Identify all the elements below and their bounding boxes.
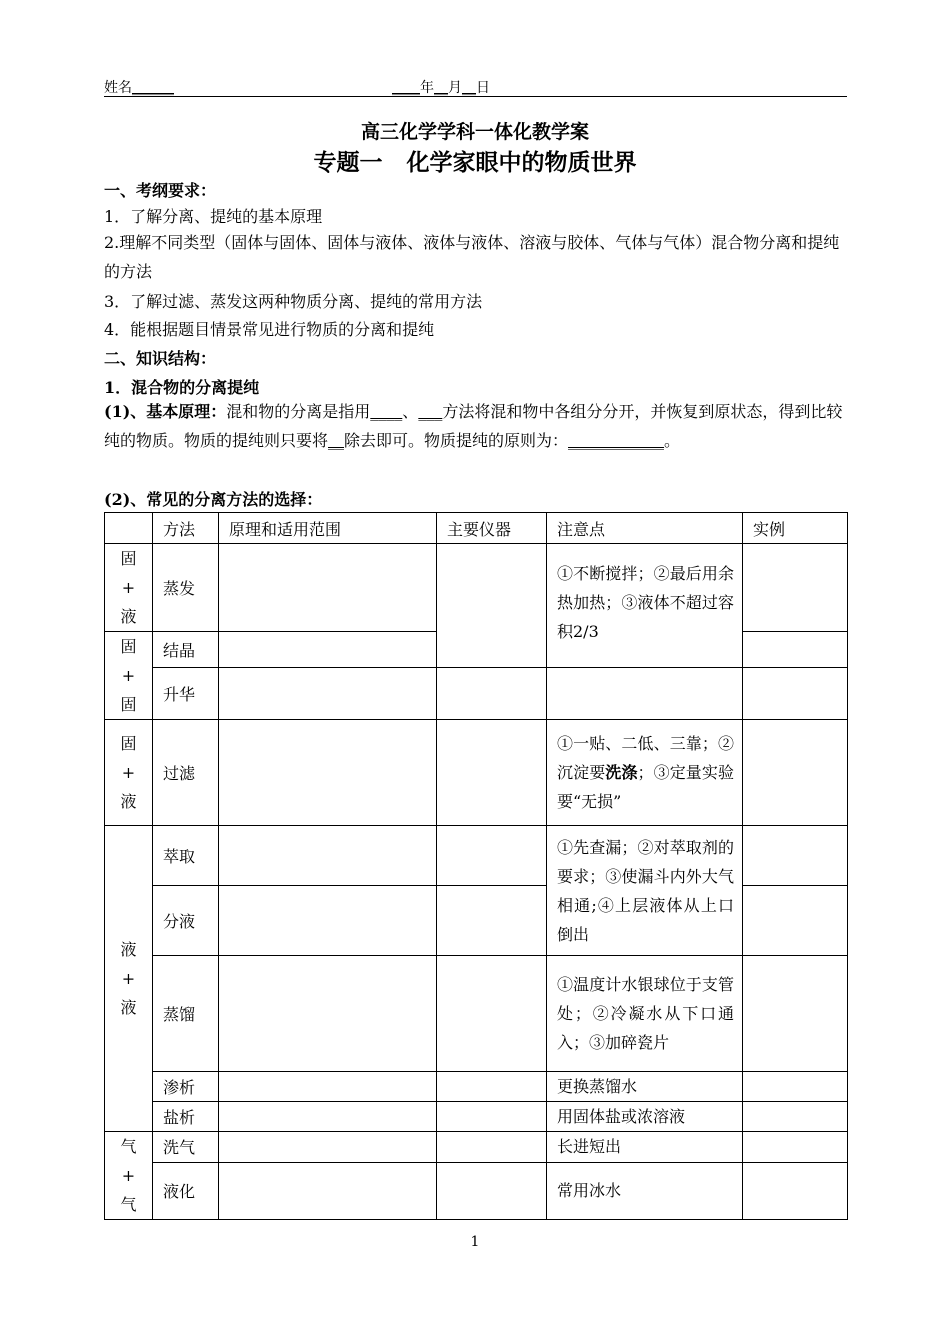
- principle-cell: [219, 667, 437, 719]
- header-principle: 原理和适用范围: [219, 513, 437, 544]
- example-cell: [743, 720, 848, 826]
- example-cell: [743, 544, 848, 632]
- instrument-cell: [437, 956, 547, 1072]
- category-liquid-liquid: 液 + 液: [105, 826, 153, 1132]
- date-field: [392, 77, 490, 97]
- year-label: 年: [420, 80, 434, 96]
- separation-methods-table: [104, 512, 848, 1220]
- note-gas-washing: 长进短出: [547, 1132, 743, 1163]
- principle-cell: [219, 720, 437, 826]
- category-solid-liquid-2: 固 + 液: [105, 720, 153, 826]
- instrument-cell: [437, 1162, 547, 1219]
- page-number: 1: [470, 1234, 480, 1250]
- principle-cell: [219, 956, 437, 1072]
- table-row: [105, 1072, 848, 1102]
- principle-cell: [219, 544, 437, 632]
- section2-sub1: 1．混合物的分离提纯: [104, 378, 260, 397]
- note-extraction-separation: ①先查漏；②对萃取剂的要求；③使漏斗内外大气相通;④上层液体从上口倒出: [547, 826, 743, 956]
- principle-sep: 、: [402, 402, 419, 421]
- name-blank: ______: [132, 80, 174, 96]
- principle-text-c: 除去即可。物质提纯的原则为：: [344, 431, 569, 450]
- method-liquefaction: 液化: [153, 1162, 219, 1219]
- principle-blank-1: ____: [370, 402, 403, 421]
- section1-item-3: 3．了解过滤、蒸发这两种物质分离、提纯的常用方法: [104, 292, 483, 311]
- table-row: [105, 667, 848, 719]
- instrument-cell: [437, 1072, 547, 1102]
- method-crystallization: 结晶: [153, 632, 219, 668]
- page-title: 高三化学学科一体化教学案: [360, 121, 589, 143]
- note-evaporation: ①不断搅拌；②最后用余热加热；③液体不超过容积2/3: [547, 544, 743, 668]
- header-method: 方法: [153, 513, 219, 544]
- principle-cell: [219, 886, 437, 956]
- note-cell: [547, 667, 743, 719]
- table-header-row: [105, 513, 848, 544]
- instrument-cell: [437, 544, 547, 668]
- method-salting-out: 盐析: [153, 1102, 219, 1132]
- section2-heading: 二、知识结构：: [104, 349, 217, 368]
- example-cell: [743, 1162, 848, 1219]
- instrument-cell: [437, 1132, 547, 1163]
- method-filtration: 过滤: [153, 720, 219, 826]
- method-sublimation: 升华: [153, 667, 219, 719]
- section1-item-2: 2.理解不同类型（固体与固体、固体与液体、液体与液体、溶液与胶体、气体与气体）混合物分离和提纯的方法: [104, 233, 840, 281]
- category-solid-solid: 固 + 固: [105, 632, 153, 720]
- section1-heading: 一、考纲要求：: [104, 181, 217, 200]
- section1-item-4: 4．能根据题目情景常见进行物质的分离和提纯: [104, 320, 435, 339]
- method-dialysis: 渗析: [153, 1072, 219, 1102]
- name-label: 姓名: [104, 80, 132, 96]
- principle-text-a: 混和物的分离是指用: [226, 402, 371, 421]
- year-blank: ____: [392, 80, 420, 96]
- principle-paragraph: [104, 397, 847, 455]
- table-row: [105, 544, 848, 632]
- example-cell: [743, 1132, 848, 1163]
- header-cell-empty: [105, 513, 153, 544]
- principle-cell: [219, 1102, 437, 1132]
- instrument-cell: [437, 720, 547, 826]
- table-row: [105, 826, 848, 886]
- principle-blank-3: __: [328, 431, 345, 450]
- method-gas-washing: 洗气: [153, 1132, 219, 1163]
- instrument-cell: [437, 826, 547, 886]
- instrument-cell: [437, 886, 547, 956]
- example-cell: [743, 826, 848, 886]
- month-blank: __: [434, 80, 448, 96]
- section2-sub2: (2)、常见的分离方法的选择：: [104, 490, 323, 509]
- example-cell: [743, 667, 848, 719]
- principle-blank-2: ___: [418, 402, 443, 421]
- note-distillation: ①温度计水银球位于支管处；②冷凝水从下口通入；③加碎瓷片: [547, 956, 743, 1072]
- note-salting-out: 用固体盐或浓溶液: [547, 1102, 743, 1132]
- instrument-cell: [437, 667, 547, 719]
- day-blank: __: [462, 80, 476, 96]
- day-label: 日: [476, 80, 490, 96]
- header-instrument: 主要仪器: [437, 513, 547, 544]
- example-cell: [743, 956, 848, 1072]
- example-cell: [743, 886, 848, 956]
- table-row: [105, 1162, 848, 1219]
- month-label: 月: [448, 80, 462, 96]
- instrument-cell: [437, 1102, 547, 1132]
- example-cell: [743, 1102, 848, 1132]
- principle-cell: [219, 826, 437, 886]
- category-solid-liquid: 固 + 液: [105, 544, 153, 632]
- principle-label: (1)、基本原理：: [104, 402, 227, 421]
- header-example: 实例: [743, 513, 848, 544]
- name-field: [104, 77, 174, 97]
- table-row: [105, 956, 848, 1072]
- note-filtration: ①一贴、二低、三靠；②沉淀要洗涤；③定量实验要“无损”: [547, 720, 743, 826]
- table-row: [105, 1132, 848, 1163]
- note-liquefaction: 常用冰水: [547, 1162, 743, 1219]
- header-rule: [104, 96, 847, 97]
- note-dialysis: 更换蒸馏水: [547, 1072, 743, 1102]
- example-cell: [743, 1072, 848, 1102]
- page-subtitle: 专题一 化学家眼中的物质世界: [313, 150, 637, 176]
- category-gas-gas: 气 + 气: [105, 1132, 153, 1220]
- header-notes: 注意点: [547, 513, 743, 544]
- principle-cell: [219, 1162, 437, 1219]
- method-distillation: 蒸馏: [153, 956, 219, 1072]
- method-separation: 分液: [153, 886, 219, 956]
- principle-cell: [219, 632, 437, 668]
- principle-end: 。: [664, 431, 681, 450]
- table-row: [105, 720, 848, 826]
- section1-item-1: 1．了解分离、提纯的基本原理: [104, 207, 323, 226]
- table-row: [105, 1102, 848, 1132]
- principle-cell: [219, 1132, 437, 1163]
- principle-text-b: 方法将混和物中各组分分开，并恢复到原状态，得到比较纯的物质。物质的提纯则只要将: [104, 402, 843, 450]
- method-evaporation: 蒸发: [153, 544, 219, 632]
- principle-blank-4: ____________: [568, 431, 665, 450]
- principle-cell: [219, 1072, 437, 1102]
- method-extraction: 萃取: [153, 826, 219, 886]
- example-cell: [743, 632, 848, 668]
